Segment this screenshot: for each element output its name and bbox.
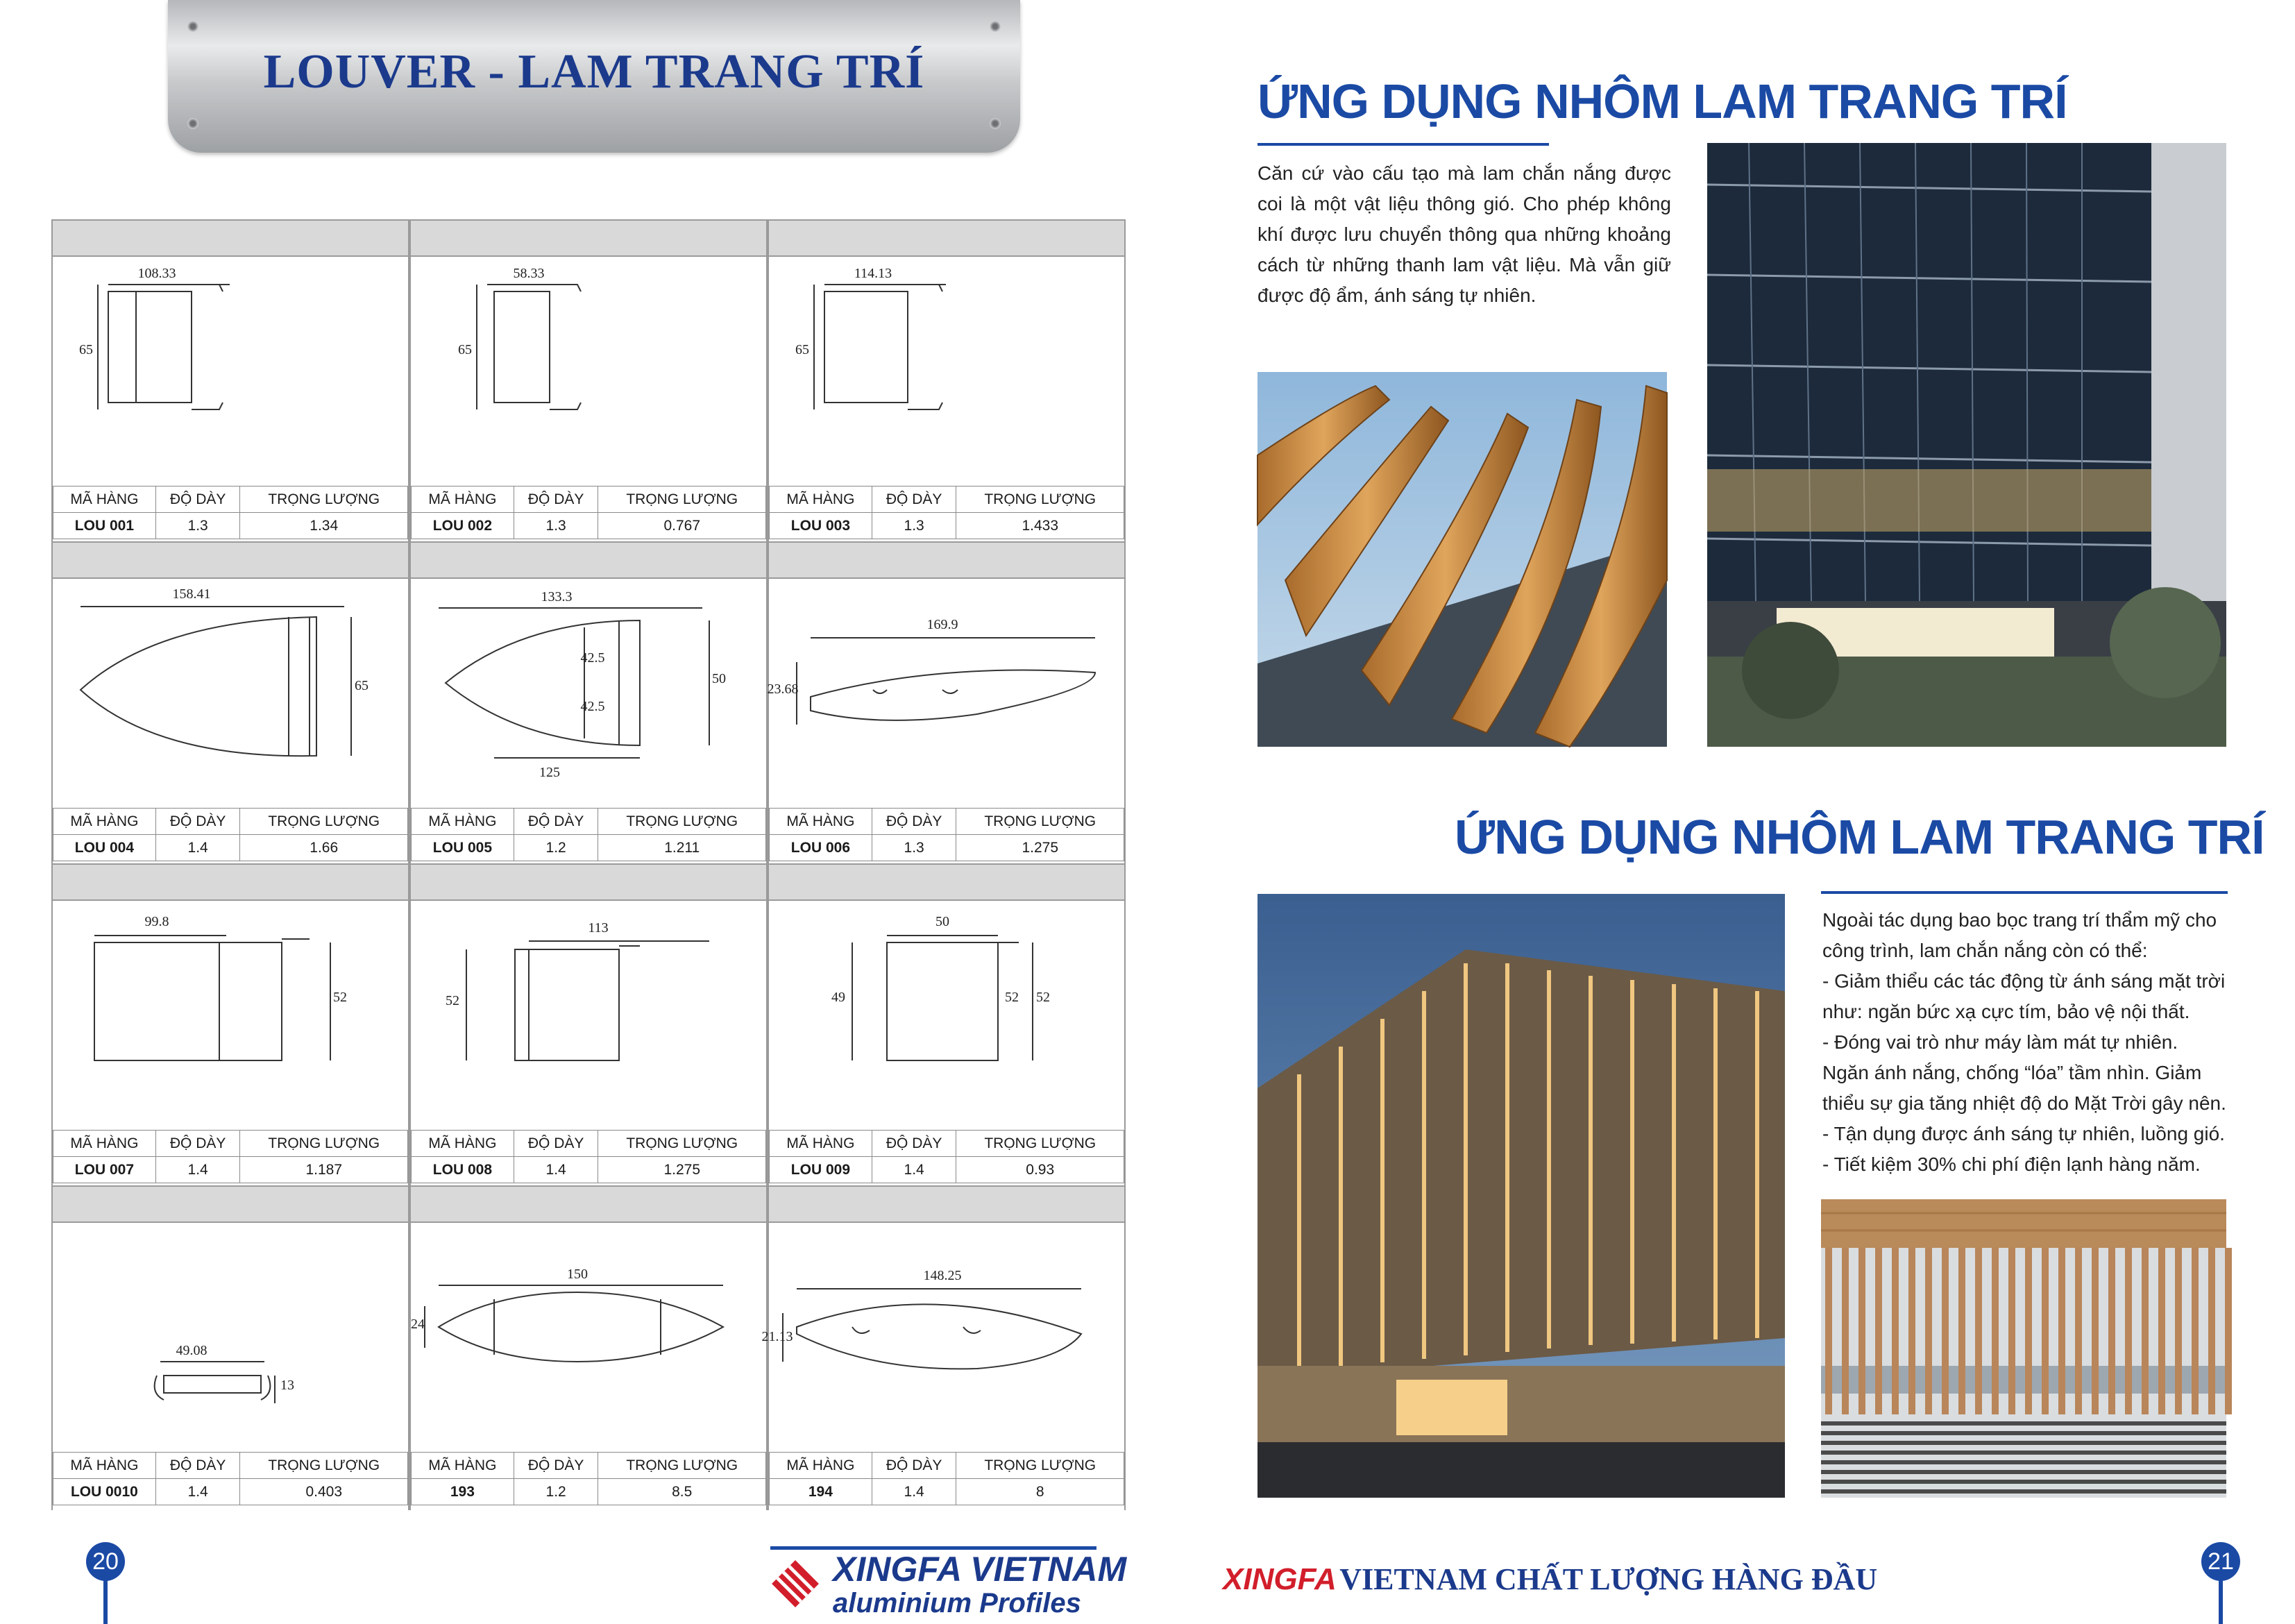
cell-header-band (411, 541, 766, 579)
spec-thickness-cell: 1.2 (514, 835, 598, 861)
screw-icon (187, 118, 198, 129)
profile-drawing (411, 579, 766, 808)
dimension-label: 158.41 (172, 586, 211, 602)
spec-code-cell: LOU 003 (770, 513, 872, 539)
section2-text (1822, 905, 2228, 1180)
product-cell (51, 1185, 409, 1510)
spec-header-cell: TRỌNG LƯỢNG (598, 1131, 766, 1157)
spec-thickness-cell: 1.4 (155, 835, 240, 861)
spec-table (53, 808, 408, 861)
profile-line (494, 291, 550, 403)
profile-line (963, 1327, 981, 1333)
slat (2025, 1248, 2032, 1414)
slat (1925, 1248, 1932, 1414)
spec-header-cell: ĐỘ DÀY (514, 809, 598, 835)
spec-header-cell: ĐỘ DÀY (872, 487, 956, 513)
profile-line (908, 285, 942, 291)
floor-shadow (1821, 1431, 2226, 1435)
slat (2225, 1248, 2232, 1414)
spec-table (411, 1452, 766, 1505)
dimension-label: 49 (831, 990, 845, 1005)
page-number-right: 21 (2201, 1542, 2240, 1581)
dimension-label: 24 (411, 1317, 425, 1332)
cell-header-band (769, 1185, 1124, 1223)
spec-header-cell: ĐỘ DÀY (872, 1131, 956, 1157)
profile-line (439, 1292, 723, 1362)
profile-line (824, 291, 908, 403)
spec-code-cell: LOU 002 (412, 513, 514, 539)
spec-code-cell: LOU 008 (412, 1157, 514, 1183)
slat (2158, 1248, 2165, 1414)
photo-wood-louvers (1257, 372, 1667, 747)
spec-header-cell: MÃ HÀNG (412, 487, 514, 513)
cell-header-band (769, 219, 1124, 257)
spec-header-cell: ĐỘ DÀY (155, 487, 240, 513)
profile-line (852, 1327, 870, 1333)
spec-weight-cell: 0.767 (598, 513, 766, 539)
floor-shadow (1821, 1441, 2226, 1445)
slat (1975, 1248, 1982, 1414)
xingfa-logo-icon (770, 1559, 820, 1609)
spec-thickness-cell: 1.4 (155, 1157, 240, 1183)
spec-code-cell: LOU 004 (53, 835, 156, 861)
spec-table (53, 1452, 408, 1505)
dimension-label: 99.8 (144, 914, 169, 929)
product-cell (51, 863, 409, 1185)
spec-weight-cell: 8.5 (598, 1479, 766, 1505)
slat (1825, 1248, 1832, 1414)
section1-title: ỨNG DỤNG NHÔM LAM TRANG TRÍ (1257, 74, 2067, 128)
spec-weight-cell: 1.187 (240, 1157, 408, 1183)
spec-header-cell: MÃ HÀNG (412, 1453, 514, 1479)
profile-line (873, 690, 887, 693)
spec-header-cell: ĐỘ DÀY (155, 1131, 240, 1157)
floor-shadow (1821, 1489, 2226, 1494)
dimension-label: 42.5 (580, 650, 605, 666)
spec-thickness-cell: 1.3 (872, 513, 956, 539)
profile-line (550, 403, 581, 409)
profile-line (811, 670, 1095, 720)
dimension-label: 52 (333, 990, 347, 1005)
profile-line (108, 291, 192, 403)
profile-line (164, 1376, 261, 1393)
photo-glass-facade (1707, 143, 2226, 747)
product-cell (409, 541, 768, 863)
spec-header-cell: MÃ HÀNG (412, 1131, 514, 1157)
spec-header-cell: TRỌNG LƯỢNG (956, 809, 1124, 835)
spec-weight-cell: 1.275 (598, 1157, 766, 1183)
spec-weight-cell: 0.93 (956, 1157, 1124, 1183)
page-title: LOUVER - LAM TRANG TRÍ (263, 45, 925, 99)
brand-sub: aluminium Profiles (833, 1588, 1081, 1618)
spec-header-cell: ĐỘ DÀY (514, 1131, 598, 1157)
page-number-line (103, 1577, 108, 1624)
spec-weight-cell: 1.66 (240, 835, 408, 861)
spec-header-cell: ĐỘ DÀY (155, 809, 240, 835)
profile-drawing (53, 1223, 408, 1452)
spec-code-cell: LOU 005 (412, 835, 514, 861)
spec-table (769, 1130, 1124, 1183)
profile-line (797, 1304, 1081, 1369)
section2-bullet: - Tiết kiệm 30% chi phí điện lạnh hàng năm. (1822, 1153, 2201, 1175)
floor-shadow (1821, 1480, 2226, 1484)
spec-code-cell: 194 (770, 1479, 872, 1505)
spec-table (53, 486, 408, 539)
dimension-label: 42.5 (580, 699, 605, 714)
spec-weight-cell: 8 (956, 1479, 1124, 1505)
slat (1892, 1248, 1899, 1414)
spec-header-cell: ĐỘ DÀY (155, 1453, 240, 1479)
spec-header-cell: TRỌNG LƯỢNG (240, 1131, 408, 1157)
spec-header-cell: TRỌNG LƯỢNG (956, 487, 1124, 513)
profile-line (155, 1376, 164, 1400)
dimension-label: 125 (539, 765, 560, 780)
dimension-label: 13 (280, 1378, 294, 1393)
spec-header-cell: TRỌNG LƯỢNG (240, 487, 408, 513)
cell-header-band (769, 863, 1124, 901)
spec-table (411, 1130, 766, 1183)
dimension-label: 169.9 (926, 617, 958, 632)
dimension-label: 50 (935, 914, 949, 929)
product-cell (51, 541, 409, 863)
dimension-label: 150 (567, 1267, 588, 1282)
tagline-text: VIETNAM CHẤT LƯỢNG HÀNG ĐẦU (1339, 1562, 1878, 1596)
spec-weight-cell: 0.403 (240, 1479, 408, 1505)
spec-weight-cell: 1.34 (240, 513, 408, 539)
spec-code-cell: 193 (412, 1479, 514, 1505)
profile-drawing (769, 257, 1124, 486)
tagline (1223, 1562, 1877, 1597)
spec-header-cell: TRỌNG LƯỢNG (240, 809, 408, 835)
screw-icon (990, 21, 1001, 32)
spec-header-cell: TRỌNG LƯỢNG (598, 487, 766, 513)
spec-code-cell: LOU 001 (53, 513, 156, 539)
screw-icon (990, 118, 1001, 129)
cell-header-band (53, 863, 408, 901)
profile-line (192, 403, 223, 409)
profile-line (887, 942, 998, 1060)
slat (1842, 1248, 1849, 1414)
profile-line (446, 620, 640, 745)
spec-table (53, 1130, 408, 1183)
profile-drawing (411, 1223, 766, 1452)
profile-drawing (53, 257, 408, 486)
product-cell (409, 219, 768, 541)
product-cell (768, 863, 1126, 1185)
slat (1958, 1248, 1965, 1414)
spec-header-cell: MÃ HÀNG (770, 1131, 872, 1157)
spec-weight-cell: 1.275 (956, 835, 1124, 861)
page-number-line (2219, 1577, 2223, 1624)
profile-line (81, 617, 316, 756)
dimension-label: 58.33 (513, 266, 545, 281)
section2-intro: Ngoài tác dụng bao bọc trang trí thẩm mỹ cho công trình, lam chắn nắng còn có thể: (1822, 909, 2217, 961)
spec-header-cell: MÃ HÀNG (53, 1131, 156, 1157)
slat (2208, 1248, 2215, 1414)
spec-header-cell: TRỌNG LƯỢNG (598, 809, 766, 835)
product-cell (761, 1185, 1126, 1510)
spec-code-cell: LOU 006 (770, 835, 872, 861)
spec-header-cell: TRỌNG LƯỢNG (956, 1131, 1124, 1157)
spec-header-cell: ĐỘ DÀY (514, 1453, 598, 1479)
spec-thickness-cell: 1.3 (872, 835, 956, 861)
spec-header-cell: ĐỘ DÀY (872, 1453, 956, 1479)
product-cell (409, 863, 768, 1185)
section2-bullet: - Giảm thiểu các tác động từ ánh sáng mặt trời như: ngăn bức xạ cực tím, bảo vệ nội thất. (1822, 970, 2226, 1022)
floor-shadow (1821, 1450, 2226, 1455)
slat (2142, 1248, 2149, 1414)
profile-line (261, 1376, 270, 1400)
floor-shadow (1821, 1421, 2226, 1426)
product-cell (51, 219, 409, 541)
dimension-label: 21.13 (761, 1329, 793, 1344)
spec-header-cell: MÃ HÀNG (770, 487, 872, 513)
cell-header-band (53, 541, 408, 579)
profile-line (942, 690, 958, 693)
slat (1992, 1248, 1999, 1414)
profile-drawing (411, 257, 766, 486)
slat (2092, 1248, 2099, 1414)
spec-thickness-cell: 1.2 (514, 1479, 598, 1505)
slat (1942, 1248, 1949, 1414)
dimension-label: 52 (1036, 990, 1050, 1005)
dimension-label: 65 (79, 342, 93, 357)
spec-code-cell: LOU 0010 (53, 1479, 156, 1505)
profile-line (94, 942, 282, 1060)
dimension-label: 133.3 (541, 589, 573, 604)
section1-text (1257, 158, 1671, 311)
cell-header-band (769, 541, 1124, 579)
photo-slat-screen (1821, 1199, 2226, 1498)
cell-header-band (411, 219, 766, 257)
cell-header-band (53, 219, 408, 257)
dimension-label: 23.68 (767, 682, 799, 697)
slat (2108, 1248, 2115, 1414)
dimension-label: 65 (355, 678, 369, 693)
spec-code-cell: LOU 007 (53, 1157, 156, 1183)
slat (1908, 1248, 1915, 1414)
profile-line (192, 285, 223, 291)
floor-shadow (1821, 1470, 2226, 1474)
spec-header-cell: ĐỘ DÀY (872, 809, 956, 835)
spec-code-cell: LOU 009 (770, 1157, 872, 1183)
spec-header-cell: TRỌNG LƯỢNG (598, 1453, 766, 1479)
slat (2075, 1248, 2082, 1414)
slat (2192, 1248, 2199, 1414)
slat (2125, 1248, 2132, 1414)
spec-weight-cell: 1.211 (598, 835, 766, 861)
product-cell (768, 219, 1126, 541)
product-cell (409, 1185, 768, 1510)
tagline-brand: XINGFA (1223, 1562, 1337, 1596)
dimension-label: 114.13 (854, 266, 892, 281)
spec-weight-cell: 1.433 (956, 513, 1124, 539)
brand-name: XINGFA VIETNAM (833, 1550, 1127, 1589)
spec-thickness-cell: 1.4 (155, 1479, 240, 1505)
dimension-label: 148.25 (923, 1268, 962, 1283)
spec-table (769, 1452, 1124, 1505)
dimension-label: 52 (446, 993, 459, 1008)
title-plate (168, 0, 1020, 153)
screw-icon (187, 21, 198, 32)
profile-drawing (761, 1223, 1124, 1452)
profile-drawing (769, 579, 1124, 808)
spec-thickness-cell: 1.3 (155, 513, 240, 539)
spec-header-cell: MÃ HÀNG (770, 1453, 872, 1479)
profile-line (515, 949, 619, 1060)
cell-header-band (53, 1185, 408, 1223)
profile-line (550, 285, 581, 291)
cell-header-band (411, 863, 766, 901)
spec-thickness-cell: 1.3 (514, 513, 598, 539)
dimension-label: 113 (588, 920, 609, 936)
profile-drawing (411, 901, 766, 1130)
profile-drawing (769, 901, 1124, 1130)
profile-drawing (53, 901, 408, 1130)
section2-bullet: - Tận dụng được ánh sáng tự nhiên, luồng gió. (1822, 1123, 2225, 1144)
spec-header-cell: TRỌNG LƯỢNG (240, 1453, 408, 1479)
dimension-label: 65 (458, 342, 472, 357)
spec-header-cell: TRỌNG LƯỢNG (956, 1453, 1124, 1479)
floor-shadow (1821, 1460, 2226, 1464)
slat (2008, 1248, 2015, 1414)
spec-header-cell: MÃ HÀNG (53, 487, 156, 513)
section2-bullet: - Đóng vai trò như máy làm mát tự nhiên. Ngăn ánh nắng, chống “lóa” tầm nhìn. Giảm thiểu sự gia tăng nhiệt độ do Mặt Trời gây nên. (1822, 1031, 2226, 1114)
slat (2042, 1248, 2049, 1414)
photo-building-fins (1257, 894, 1785, 1498)
spec-table (411, 486, 766, 539)
section2-rule (1821, 891, 2228, 894)
profile-drawing (53, 579, 408, 808)
spec-header-cell: MÃ HÀNG (53, 1453, 156, 1479)
page-number-left: 20 (86, 1542, 125, 1581)
slat (2175, 1248, 2182, 1414)
slat (1875, 1248, 1882, 1414)
dimension-label: 108.33 (137, 266, 176, 281)
spec-header-cell: MÃ HÀNG (412, 809, 514, 835)
dimension-label: 49.08 (176, 1343, 208, 1358)
dimension-label: 65 (795, 342, 809, 357)
spec-thickness-cell: 1.4 (514, 1157, 598, 1183)
section1-paragraph: Căn cứ vào cấu tạo mà lam chắn nắng được coi là một vật liệu thông gió. Cho phép không khí được lưu chuyển thông qua những khoảng cách từ những thanh lam vật liệu. Mà vẫn giữ được độ ẩm, ánh sáng tự nhiên. (1257, 162, 1671, 306)
dimension-label: 50 (712, 671, 726, 686)
product-grid (51, 219, 1127, 1510)
spec-header-cell: ĐỘ DÀY (514, 487, 598, 513)
spec-table (411, 808, 766, 861)
spec-header-cell: MÃ HÀNG (53, 809, 156, 835)
spec-thickness-cell: 1.4 (872, 1479, 956, 1505)
spec-thickness-cell: 1.4 (872, 1157, 956, 1183)
section1-rule (1257, 143, 1549, 146)
cell-header-band (411, 1185, 766, 1223)
spec-header-cell: MÃ HÀNG (770, 809, 872, 835)
spec-table (769, 808, 1124, 861)
slat (2058, 1248, 2065, 1414)
product-cell (768, 541, 1126, 863)
dimension-label: 52 (1005, 990, 1019, 1005)
spec-table (769, 486, 1124, 539)
slat (1858, 1248, 1865, 1414)
profile-line (908, 403, 942, 409)
section2-title: ỨNG DỤNG NHÔM LAM TRANG TRÍ (1455, 810, 2264, 864)
